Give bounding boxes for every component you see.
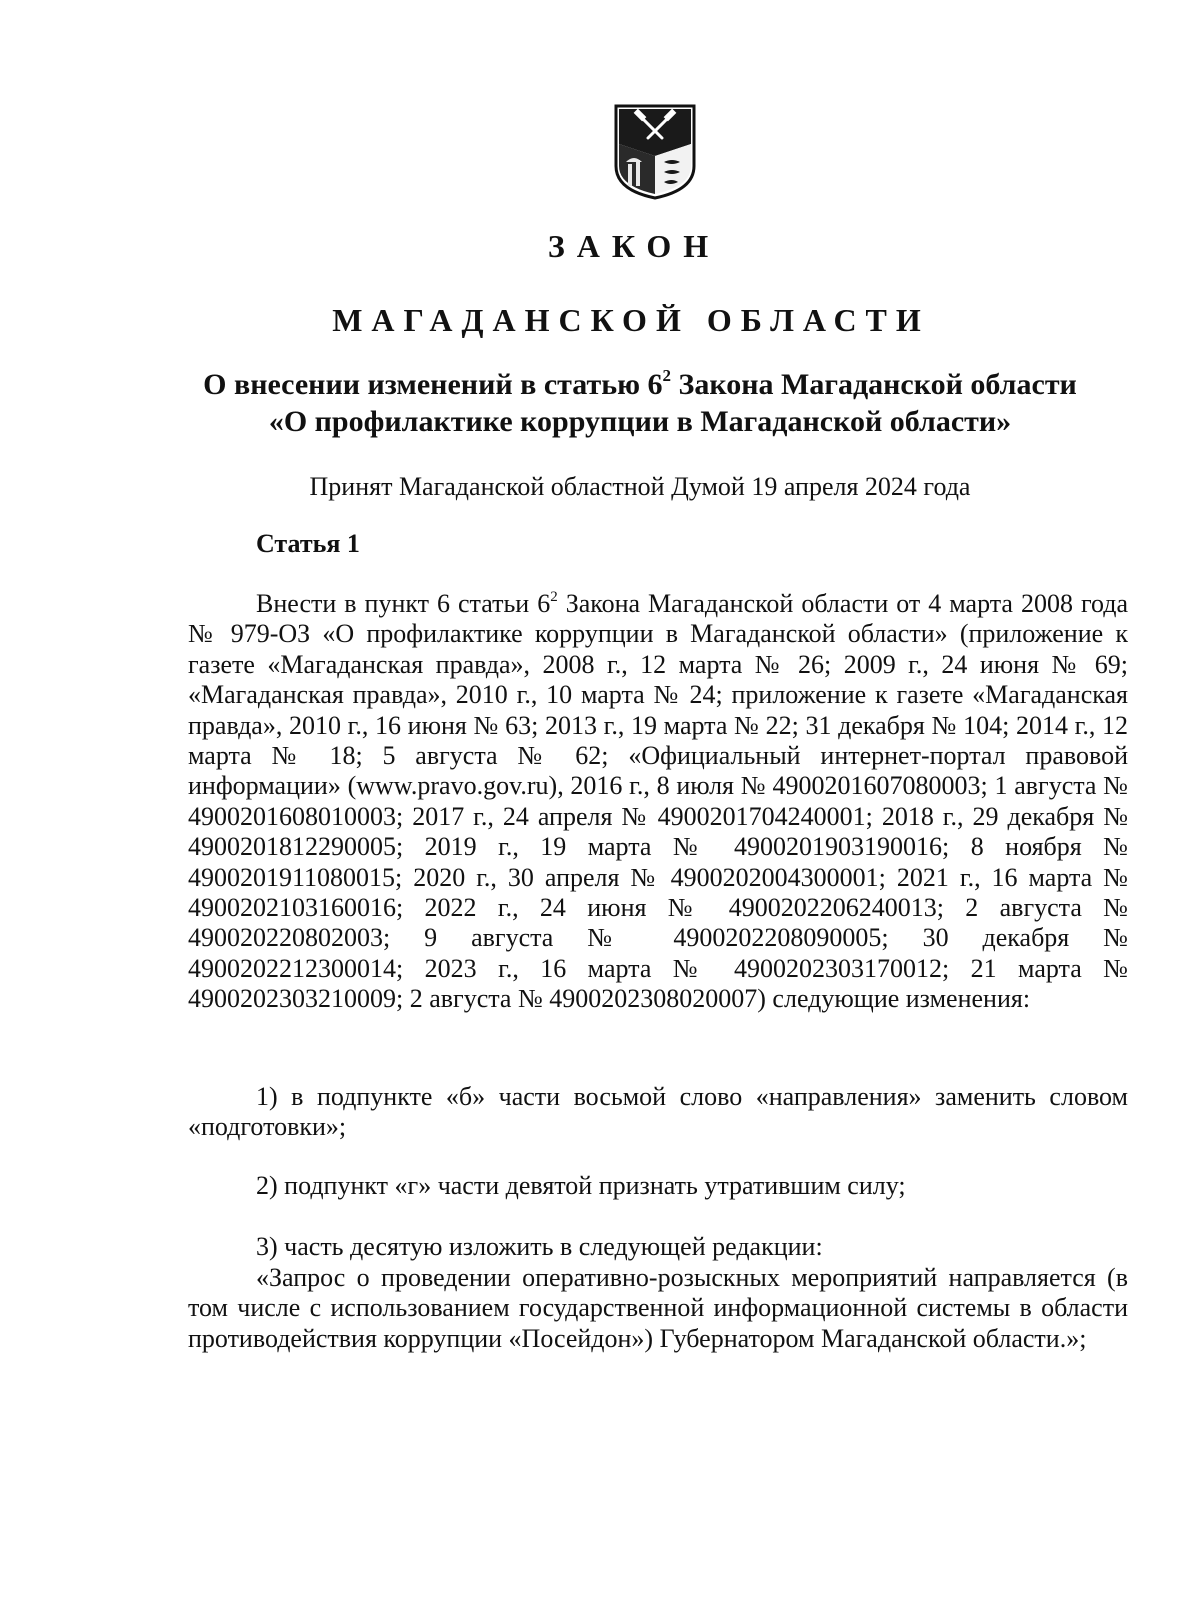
amendment-item-2: 2) подпункт «г» части девятой признать утратившим силу; [256, 1171, 906, 1200]
coat-of-arms-icon [614, 104, 696, 200]
amendment-item-3-quote: «Запрос о проведении оперативно-розыскных мероприятий направляется (в том числе с использованием государственной информационной системы в области противодействия коррупции «Посейдон») Губернатором Магаданской области.»; [188, 1263, 1128, 1353]
subject-line1-a: О внесении изменений в статью 6 [203, 368, 663, 401]
main-text-a: Внести в пункт 6 статьи 6 [256, 589, 551, 618]
adoption-note: Принят Магаданской областной Думой 19 апреля 2024 года [309, 472, 971, 501]
subject-line2: «О профилактике коррупции в Магаданской области» [268, 405, 1012, 438]
subject-line1-sup: 2 [662, 366, 672, 385]
article-heading: Статья 1 [256, 529, 360, 558]
document-title: ЗАКОН [547, 228, 721, 264]
subject-line1-b: Закона Магаданской области [671, 368, 1077, 401]
main-text-b: Закона Магаданской области от 4 марта 2008 года № 979-ОЗ «О профилактике коррупции в Магаданской области» (приложение к газете «Магаданская правда», 2008 г., 12 марта № 26; 2009 г., 24 июня № 69; «Магаданская правда», 2010 г., 10 марта № 24; приложение к газете «Магаданская правда», 2010 г., 16 июня № 63; 2013 г., 19 марта № 22; 31 декабря № 104; 2014 г., 12 марта № 18; 5 августа № 62; «Официальный интернет-портал правовой информации» (www.pravo.gov.ru), 2016 г., 8 июля № 4900201607080003; 1 августа № 4900201608010003; 2017 г., 24 апреля № 4900201704240001; 2018 г., 29 декабря № 4900201812290005; 2019 г., 19 марта № 4900201903190016; 8 ноября № 4900201911080015; 2020 г., 30 апреля № 4900202004300001; 2021 г., 16 марта № 4900202103160016; 2022 г., 24 июня № 4900202206240013; 2 августа № 490020220802003; 9 августа № 4900202208090005; 30 декабря № 4900202212300014; 2023 г., 16 марта № 4900202303170012; 21 марта № 4900202303210009; 2 августа № 4900202308020007) следующие изменения: [188, 589, 1128, 1014]
document-region-title: МАГАДАНСКОЙ ОБЛАСТИ [332, 302, 930, 338]
amendment-item-1: 1) в подпункте «б» части восьмой слово «направления» заменить словом «подготовки»; [188, 1082, 1128, 1142]
document-subject [160, 366, 1120, 440]
article-main-paragraph [188, 589, 1128, 1015]
main-text-sup: 2 [550, 589, 558, 605]
amendment-item-3: 3) часть десятую изложить в следующей редакции: [256, 1232, 823, 1261]
